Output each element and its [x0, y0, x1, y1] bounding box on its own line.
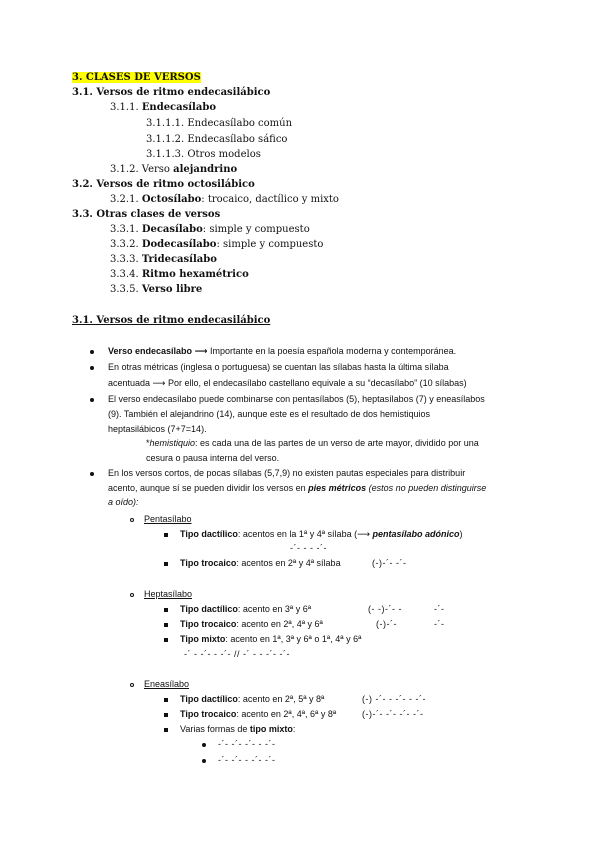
- penta-trocaico: [180, 559, 341, 568]
- square-bullet-icon: [164, 728, 168, 732]
- note-line-1: [146, 439, 479, 448]
- bullet-2-line-2: acentuada ⟶ Por ello, el endecasílabo castellano equivale a su “decasílabo” (10 sílabas): [108, 378, 467, 388]
- label: Tipo mixto: [180, 634, 226, 644]
- text: : acentos en 2ª y 4ª sílaba: [236, 558, 341, 568]
- toc-title: Verso libre: [141, 284, 203, 295]
- toc-3-3-5: [110, 285, 202, 295]
- hepta-dactilico-meter-b: -´-: [434, 604, 445, 614]
- bold-term: pies métricos: [308, 483, 367, 493]
- penta-trocaico-meter: (-)-´- -´-: [372, 558, 407, 568]
- toc-3-3-2: [110, 240, 323, 250]
- toc-number: 3.3.1.: [110, 224, 139, 235]
- toc-3-3-4: [110, 270, 249, 280]
- hepta-trocaico: [180, 620, 323, 629]
- asterisk: *: [146, 438, 150, 448]
- section-title: 3.1. Versos de ritmo endecasilábico: [72, 315, 271, 326]
- text: ): [459, 529, 463, 539]
- note-line-2: cesura o pausa interna del verso.: [146, 453, 280, 463]
- label: Tipo dactílico: [180, 529, 238, 539]
- text: : acento en 2ª, 5ª y 8ª: [237, 694, 325, 704]
- bold-term: Verso endecasílabo: [108, 346, 193, 356]
- toc-3-1: 3.1. Versos de ritmo endecasilábico: [72, 87, 271, 98]
- enea-mixto-form-1: -´- -´- -´- - -´-: [218, 739, 276, 749]
- bullet-icon: [90, 366, 94, 370]
- text: : acento en 1ª, 3ª y 6ª o 1ª, 4ª y 6ª: [225, 634, 362, 644]
- hepta-dactilico-meter-a: (- -)-´- -: [368, 604, 402, 614]
- text: : acentos en la 1ª y 4ª sílaba (⟶: [237, 529, 373, 539]
- text: : acento en 3ª y 6ª: [237, 604, 312, 614]
- toc-title: Octosílabo: [141, 194, 202, 205]
- bullet-icon: [202, 759, 206, 763]
- toc-title: Decasílabo: [141, 224, 203, 235]
- toc-title: alejandrino: [173, 164, 238, 175]
- toc-number: 3.1.1.: [110, 102, 139, 113]
- square-bullet-icon: [164, 533, 168, 537]
- text: : acento en 2ª, 4ª y 6ª: [236, 619, 323, 629]
- hepta-trocaico-meter-a: (-)-´-: [376, 619, 397, 629]
- note-term: hemistiquio: [149, 438, 196, 448]
- hepta-dactilico: [180, 605, 311, 614]
- toc-rest: : trocaico, dactílico y mixto: [201, 194, 339, 205]
- bullet-3-line-2: (9). También el alejandrino (14), aunque este es el resultado de dos hemistiquios: [108, 409, 431, 419]
- text: Importante en la poesía española moderna y contemporánea.: [209, 346, 457, 356]
- square-bullet-icon: [164, 638, 168, 642]
- toc-rest: : simple y compuesto: [202, 224, 310, 235]
- toc-3-1-1-3: 3.1.1.3. Otros modelos: [146, 149, 261, 160]
- toc-number: 3.2.1.: [110, 194, 139, 205]
- toc-3-1-1: [110, 103, 216, 113]
- bullet-4-line-1: En los versos cortos, de pocas sílabas (5,7,9) no existen pautas especiales para distribuir: [108, 468, 466, 478]
- toc-title: Ritmo hexamétrico: [141, 269, 249, 280]
- toc-number: 3.1.2. Verso: [110, 164, 170, 175]
- enea-mixto-label: [180, 725, 295, 734]
- toc-number: 3.3.4.: [110, 269, 139, 280]
- bullet-icon: [90, 472, 94, 476]
- circle-bullet-icon: [130, 593, 134, 597]
- enea-dactilico: [180, 695, 324, 704]
- enea-dactilico-meter: (-) -´- - -´- - -´-: [362, 694, 426, 704]
- bullet-3-line-3: heptasilábicos (7+7=14).: [108, 424, 207, 434]
- square-bullet-icon: [164, 713, 168, 717]
- hepta-trocaico-meter-b: -´-: [434, 619, 445, 629]
- square-bullet-icon: [164, 623, 168, 627]
- square-bullet-icon: [164, 698, 168, 702]
- toc-3-1-1-2: 3.1.1.2. Endecasílabo sáfico: [146, 134, 288, 145]
- bullet-icon: [90, 350, 94, 354]
- square-bullet-icon: [164, 608, 168, 612]
- text: : es cada una de las partes de un verso de arte mayor, dividido por una: [195, 438, 479, 448]
- label: Tipo trocaico: [180, 619, 237, 629]
- arrow-icon: ⟶: [194, 346, 208, 356]
- toc-3-3-3: [110, 255, 217, 265]
- bullet-1: [108, 347, 456, 356]
- bold-term: tipo mixto: [249, 724, 293, 734]
- highlighted-heading: 3. CLASES DE VERSOS: [72, 72, 201, 83]
- label: Tipo dactílico: [180, 604, 238, 614]
- bullet-2-line-1: En otras métricas (inglesa o portuguesa) se cuentan las sílabas hasta la última sílaba: [108, 362, 449, 372]
- hepta-mixto-meter: -´ - -´- - -´- // -´ - - -´- -´-: [184, 649, 290, 659]
- label: Tipo trocaico: [180, 558, 237, 568]
- circle-bullet-icon: [130, 683, 134, 687]
- penta-dactilico-meter: -´- - - -´-: [290, 543, 327, 553]
- toc-3-1-1-1: 3.1.1.1. Endecasílabo común: [146, 118, 293, 129]
- label: Tipo trocaico: [180, 709, 237, 719]
- bullet-4-line-2: [108, 484, 486, 493]
- text: : acento en 2ª, 4ª, 6ª y 8ª: [236, 709, 337, 719]
- toc-3-2-1: [110, 195, 339, 205]
- label: Tipo dactílico: [180, 694, 238, 704]
- eneasilabo-title: Eneasílabo: [144, 679, 190, 689]
- circle-bullet-icon: [130, 518, 134, 522]
- italic-text: (estos no pueden distinguirse: [366, 483, 487, 493]
- toc-title: Dodecasílabo: [141, 239, 217, 250]
- toc-title: Endecasílabo: [141, 102, 216, 113]
- toc-title: Tridecasílabo: [141, 254, 217, 265]
- toc-rest: : simple y compuesto: [216, 239, 324, 250]
- toc-3-2: 3.2. Versos de ritmo octosilábico: [72, 179, 255, 190]
- toc-number: 3.3.2.: [110, 239, 139, 250]
- text: acento, aunque sí se pueden dividir los versos en: [108, 483, 309, 493]
- bold-term: pentasílabo adónico: [372, 529, 460, 539]
- toc-3-1-2: [110, 165, 237, 175]
- bullet-icon: [90, 398, 94, 402]
- hepta-mixto: [180, 635, 361, 644]
- toc-3-3: 3.3. Otras clases de versos: [72, 209, 221, 220]
- bullet-3-line-1: El verso endecasílabo puede combinarse con pentasílabos (5), heptasílabos (7) y eneasílabos: [108, 394, 485, 404]
- toc-number: 3.3.5.: [110, 284, 139, 295]
- enea-trocaico-meter: (-)-´- -´- -´- -´-: [362, 709, 424, 719]
- enea-trocaico: [180, 710, 336, 719]
- bullet-4-line-3: a oído):: [108, 497, 139, 507]
- toc-number: 3.3.3.: [110, 254, 139, 265]
- pentasilabo-title: Pentasílabo: [144, 514, 192, 524]
- toc-heading: [72, 73, 201, 83]
- penta-dactilico: [180, 530, 463, 539]
- text: :: [292, 724, 296, 734]
- enea-mixto-form-2: -´- -´- - -´- -´-: [218, 755, 276, 765]
- heptasilabo-title: Heptasílabo: [144, 589, 193, 599]
- bullet-icon: [202, 743, 206, 747]
- toc-3-3-1: [110, 225, 310, 235]
- text: Varias formas de: [180, 724, 250, 734]
- square-bullet-icon: [164, 562, 168, 566]
